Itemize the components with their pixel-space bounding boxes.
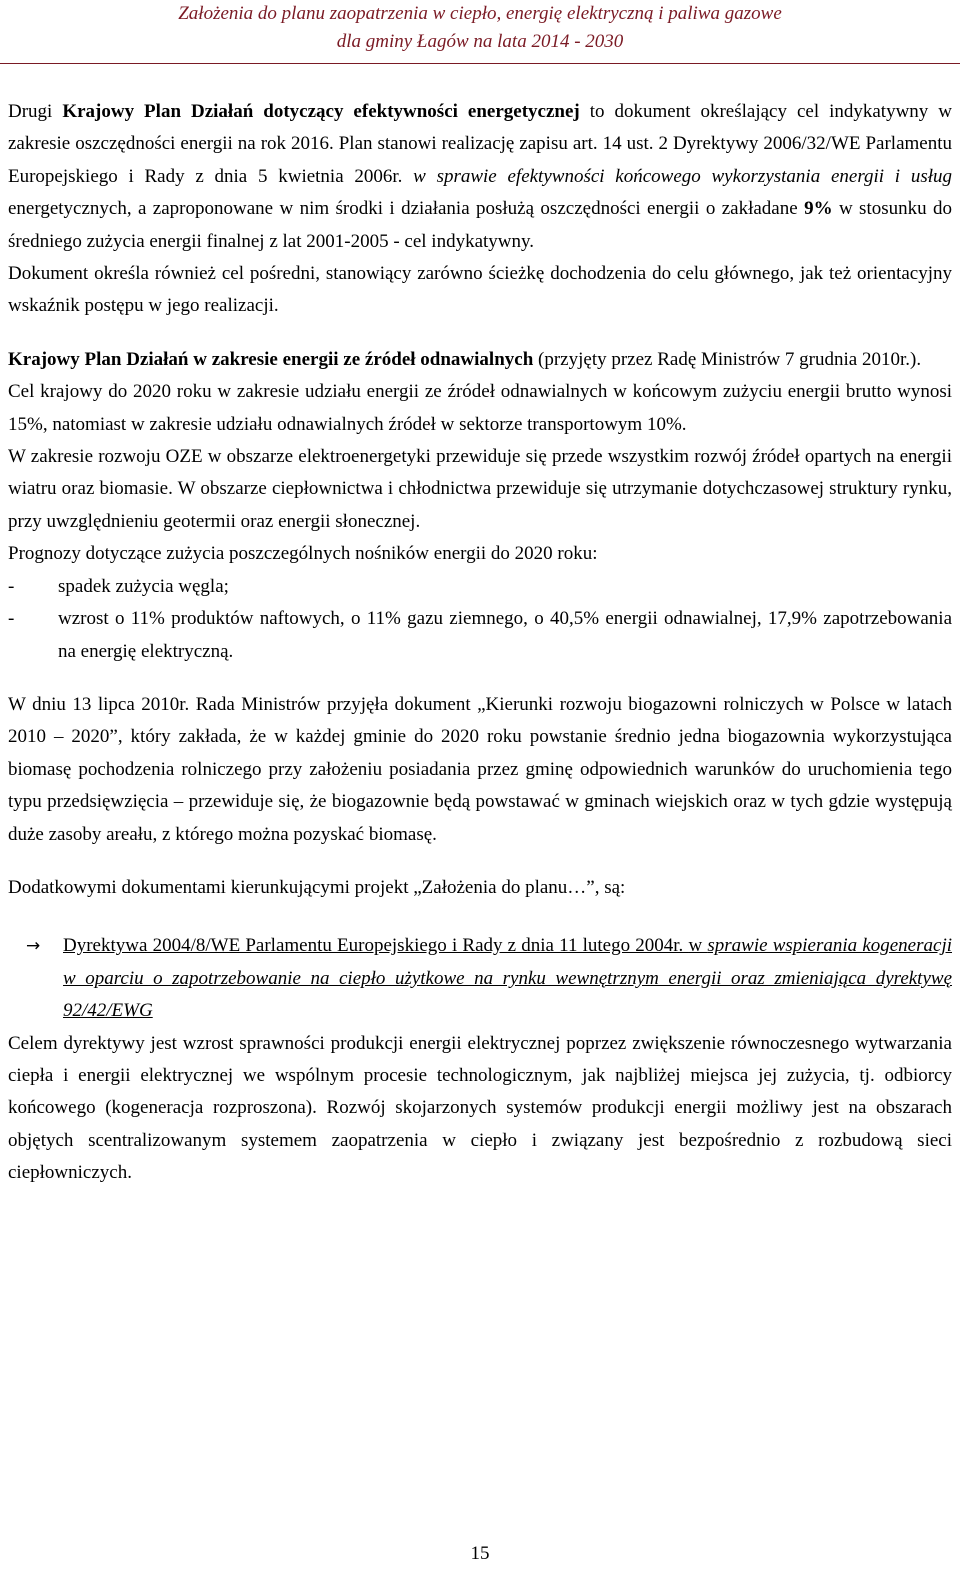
- paragraph-additional-docs: Dodatkowymi dokumentami kierunkującymi projekt „Założenia do planu…”, są:: [8, 876, 626, 898]
- p1-text-4: w stosunku do średniego zużycia energii finalnej z lat 2001-2005 - cel indykatywny.: [8, 198, 952, 252]
- paragraph-directive-goal: Celem dyrektywy jest wzrost sprawności produkcji energii elektrycznej poprzez zwiększenie równoczesnego wytwarzania ciepła i energii elektrycznej we wspólnym procesie technologicznym, jak najbliżej miejsca jej zużycia, tj. odbiorcy końcowego (kogeneracja rozproszona). Rozwój skojarzonych systemów produkcji energii możliwy jest na obszarach objętych scentralizowanym systemem zaopatrzenia w ciepło i związany jest bezpośrednio z rozbudową sieci ciepłowniczych.: [8, 1032, 952, 1184]
- p1-italic-directive: w sprawie efektywności końcowego wykorzystania energii i usług: [413, 165, 952, 187]
- document-body: [8, 96, 952, 1190]
- p1-bold-title: Krajowy Plan Działań dotyczący efektywności energetycznej: [62, 101, 580, 122]
- header-rule: [0, 63, 960, 64]
- p1-text-3: energetycznych, a zaproponowane w nim środki i działania posłużą oszczędności energii o zakładane: [8, 198, 805, 220]
- header-title-line1: Założenia do planu zaopatrzenia w ciepło, energię elektryczną i paliwa gazowe: [178, 3, 782, 24]
- paragraph-renewables-plan: [8, 344, 952, 376]
- p1-bold-percent: 9%: [804, 198, 833, 220]
- paragraph-intermediate-goal: Dokument określa również cel pośredni, stanowiący zarówno ścieżkę dochodzenia do celu głównego, jak też orientacyjny wskaźnik postępu w jego realizacji.: [8, 263, 952, 317]
- paragraph-forecast-intro: Prognozy dotyczące zużycia poszczególnych nośników energii do 2020 roku:: [8, 543, 598, 565]
- paragraph-biogas: W dniu 13 lipca 2010r. Rada Ministrów przyjęła dokument „Kierunki rozwoju biogazowni rolniczych w Polsce w latach 2010 – 2020”, który zakłada, że w każdej gminie do 2020 roku powstanie średnio jedna biogazownia wykorzystująca biomasę pochodzenia rolniczego przy założeniu posiadania przez gminę odpowiednich warunków do uruchomienia tego typu przedsięwzięcia – przewiduje się, że biogazownie będą powstawać w gminach wiejskich oraz w tych gdzie występują duże zasoby areału, z którego można pozyskać biomasę.: [8, 693, 952, 845]
- paragraph-efficiency-plan: [8, 96, 952, 258]
- directive-subject: sprawie wspierania kogeneracji w oparciu o zapotrzebowanie na ciepło użytkowe na rynku wewnętrznym energii oraz zmieniająca dyrektywę 92/42/EWG: [63, 935, 952, 1022]
- dash-bullet: -: [8, 575, 15, 597]
- paragraph-national-target: Cel krajowy do 2020 roku w zakresie udziału energii ze źródeł odnawialnych w końcowym zużyciu energii brutto wynosi 15%, natomiast w zakresie udziału odnawialnych źródeł w sektorze transportowym 10%.: [8, 381, 952, 435]
- page-number: 15: [470, 1543, 490, 1564]
- paragraph-oze-development: W zakresie rozwoju OZE w obszarze elektroenergetyki przewiduje się przede wszystkim rozwój źródeł opartych na energii wiatru oraz biomasie. W obszarze ciepłownictwa i chłodnictwa przewiduje się utrzymanie dotychczasowej struktury rynku, przy uwzględnieniu geotermii oraz energii słonecznej.: [8, 446, 952, 532]
- list-item-text: wzrost o 11% produktów naftowych, o 11% gazu ziemnego, o 40,5% energii odnawialnej, 17,9% zapotrzebowania na energię elektryczną.: [58, 608, 952, 662]
- p1-text-1: Drugi: [8, 101, 63, 122]
- directive-title: Dyrektywa 2004/8/WE Parlamentu Europejskiego i Rady z dnia 11 lutego 2004r.: [63, 935, 689, 957]
- list-item: [8, 571, 952, 603]
- p3-bold-title: Krajowy Plan Działań w zakresie energii ze źródeł odnawialnych: [8, 348, 534, 370]
- list-item-text: spadek zużycia węgla;: [58, 575, 229, 597]
- list-item: [8, 603, 952, 668]
- directive-item: [8, 930, 952, 1027]
- forecast-list: [8, 571, 952, 668]
- p1-text-2: to dokument określający cel indykatywny w zakresie oszczędności energii na rok 2016. Plan stanowi realizację zapisu art. 14 ust. 2 Dyrektywy 2006/32/WE Parlamentu Europejskiego i Rady z dnia 5 kwietnia 2006r.: [8, 101, 952, 187]
- header-title-line2: dla gminy Łagów na lata 2014 - 2030: [336, 31, 624, 52]
- dash-bullet: -: [8, 608, 15, 630]
- p3-text: (przyjęty przez Radę Ministrów 7 grudnia 2010r.).: [533, 348, 922, 370]
- arrow-right-icon: →: [26, 936, 41, 957]
- directive-w: w: [688, 935, 708, 957]
- page-header: [0, 0, 960, 62]
